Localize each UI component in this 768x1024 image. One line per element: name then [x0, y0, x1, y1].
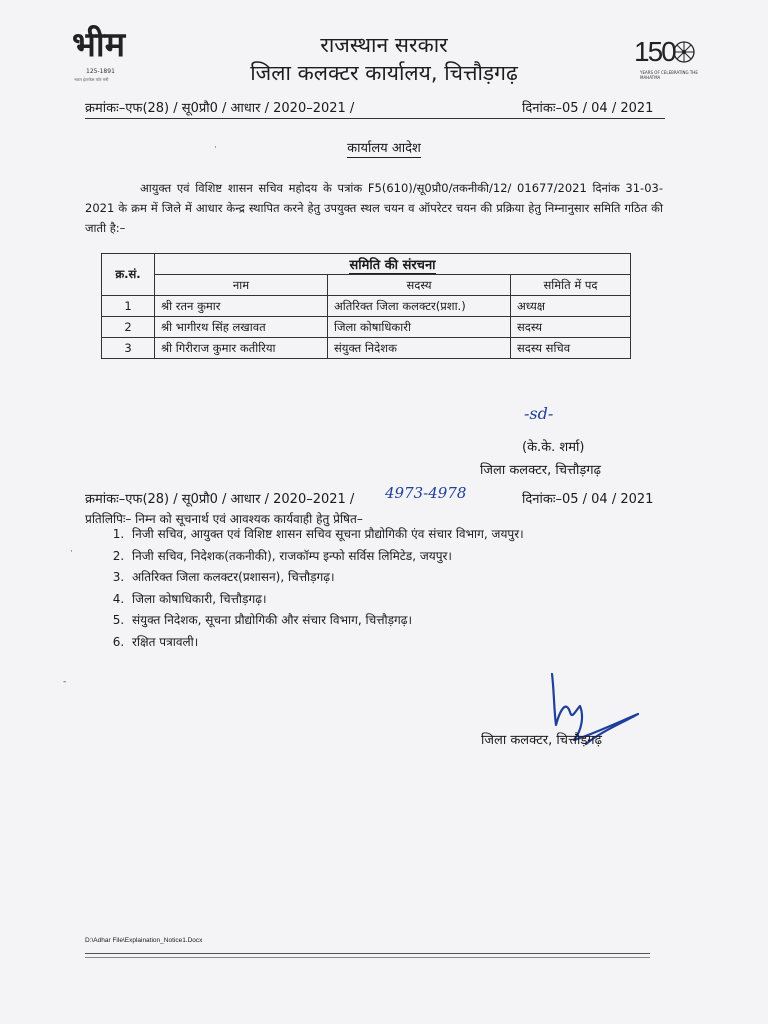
reference-date: दिनांकः–05 / 04 / 2021: [522, 101, 654, 116]
copy-list: [100, 524, 688, 653]
gandhi-150-tagline: YEARS OF CELEBRATING THE MAHATMA: [640, 70, 698, 80]
table-row: [102, 338, 631, 359]
table-caption-text: समिति की संरचना: [349, 258, 436, 273]
table-column-row: [102, 275, 631, 296]
gandhi-150-number: 150: [634, 36, 675, 67]
copy-intro: प्रतिलिपिः– निम्न को सूचनार्थ एवं आवश्यक कार्यवाही हेतु प्रेषित–: [85, 512, 363, 526]
row-role: अध्यक्ष: [511, 296, 631, 317]
final-signer-designation: जिला कलक्टर, चित्तौड़गढ़: [481, 733, 602, 748]
order-title-text: कार्यालय आदेश: [347, 141, 421, 156]
margin-mark: ·: [214, 143, 217, 153]
table-row: [102, 296, 631, 317]
row-role: सदस्य: [511, 317, 631, 338]
table-row: [102, 317, 631, 338]
signer-designation: जिला कलक्टर, चित्तौड़गढ़: [480, 463, 601, 478]
sn-header: क्र.सं.: [102, 254, 155, 296]
row-sn: 3: [102, 338, 155, 359]
footer-divider: [85, 953, 650, 954]
column-role: समिति में पद: [511, 275, 631, 296]
row-member: अतिरिक्त जिला कलक्टर(प्रशा.): [328, 296, 511, 317]
list-item: 5. संयुक्त निदेशक, सूचना प्रौद्योगिकी और संचार विभाग, चित्तौड़गढ़।: [128, 610, 688, 632]
file-path: D:\Adhar File\Explaination_Notice1.Docx: [85, 937, 203, 944]
row-sn: 1: [102, 296, 155, 317]
order-body-text: आयुक्त एवं विशिष्ट शासन सचिव महोदय के पत्रांक F5(610)/सू0प्रौ0/तकनीकी/12/ 01677/2021 दिनांक 31-03-2021 के क्रम में जिले में आधार केन्द्र स्थापित करने हेतु उपयुक्त स्थल चयन व ऑपरेटर चयन की प्रक्रिया हेतु निम्नानुसार समिति गठित की जाती है:–: [85, 181, 663, 235]
row-sn: 2: [102, 317, 155, 338]
table-header-row: [102, 254, 631, 275]
signer-name: (के.के. शर्मा): [522, 440, 585, 455]
footer-divider-secondary: [85, 957, 650, 958]
list-item: 1. निजी सचिव, आयुक्त एवं विशिष्ट शासन सचिव सूचना प्रौद्योगिकी एंव संचार विभाग, जयपुर।: [128, 524, 688, 546]
reference-number: क्रमांकः–एफ(28) / सू0प्रौ0 / आधार / 2020–2021 /: [85, 101, 355, 116]
list-item: 2. निजी सचिव, निदेशक(तकनीकी), राजकॉम्प इन्फो सर्विस लिमिटेड, जयपुर।: [128, 546, 688, 568]
column-name: नाम: [155, 275, 328, 296]
sd-handwritten-mark: -sd-: [524, 404, 554, 423]
committee-table: [101, 253, 631, 359]
header-divider: [85, 118, 665, 119]
list-item: 3. अतिरिक्त जिला कलक्टर(प्रशासन), चित्तौड़गढ़।: [128, 567, 688, 589]
office-heading: जिला कलक्टर कार्यालय, चित्तौड़गढ़: [250, 61, 518, 85]
order-body: [85, 178, 663, 238]
row-member: जिला कोषाधिकारी: [328, 317, 511, 338]
margin-mark: -: [63, 677, 67, 687]
list-item: 4. जिला कोषाधिकारी, चित्तौड़गढ़।: [128, 589, 688, 611]
column-member: सदस्य: [328, 275, 511, 296]
order-title: [0, 138, 768, 156]
government-heading: राजस्थान सरकार: [320, 33, 448, 57]
row-name: श्री गिरीराज कुमार कतीरिया: [155, 338, 328, 359]
row-role: सदस्य सचिव: [511, 338, 631, 359]
row-name: श्री रतन कुमार: [155, 296, 328, 317]
bhim-logo-text: भीम: [72, 25, 126, 65]
reference-number-copy: क्रमांकः–एफ(28) / सू0प्रौ0 / आधार / 2020–2021 /: [85, 492, 355, 507]
bhim-logo-tagline: भारत इंटरफेस फॉर मनी: [74, 77, 109, 82]
reference-date-copy: दिनांकः–05 / 04 / 2021: [522, 492, 654, 507]
handwritten-dispatch-number: 4973-4978: [385, 484, 467, 502]
margin-mark: ·: [70, 547, 73, 557]
table-caption: [155, 254, 631, 275]
row-name: श्री भागीरथ सिंह लखावत: [155, 317, 328, 338]
list-item: 6. रक्षित पत्रावली।: [128, 632, 688, 654]
row-member: संयुक्त निदेशक: [328, 338, 511, 359]
bhim-logo-subtext: 125-1891: [86, 68, 115, 75]
